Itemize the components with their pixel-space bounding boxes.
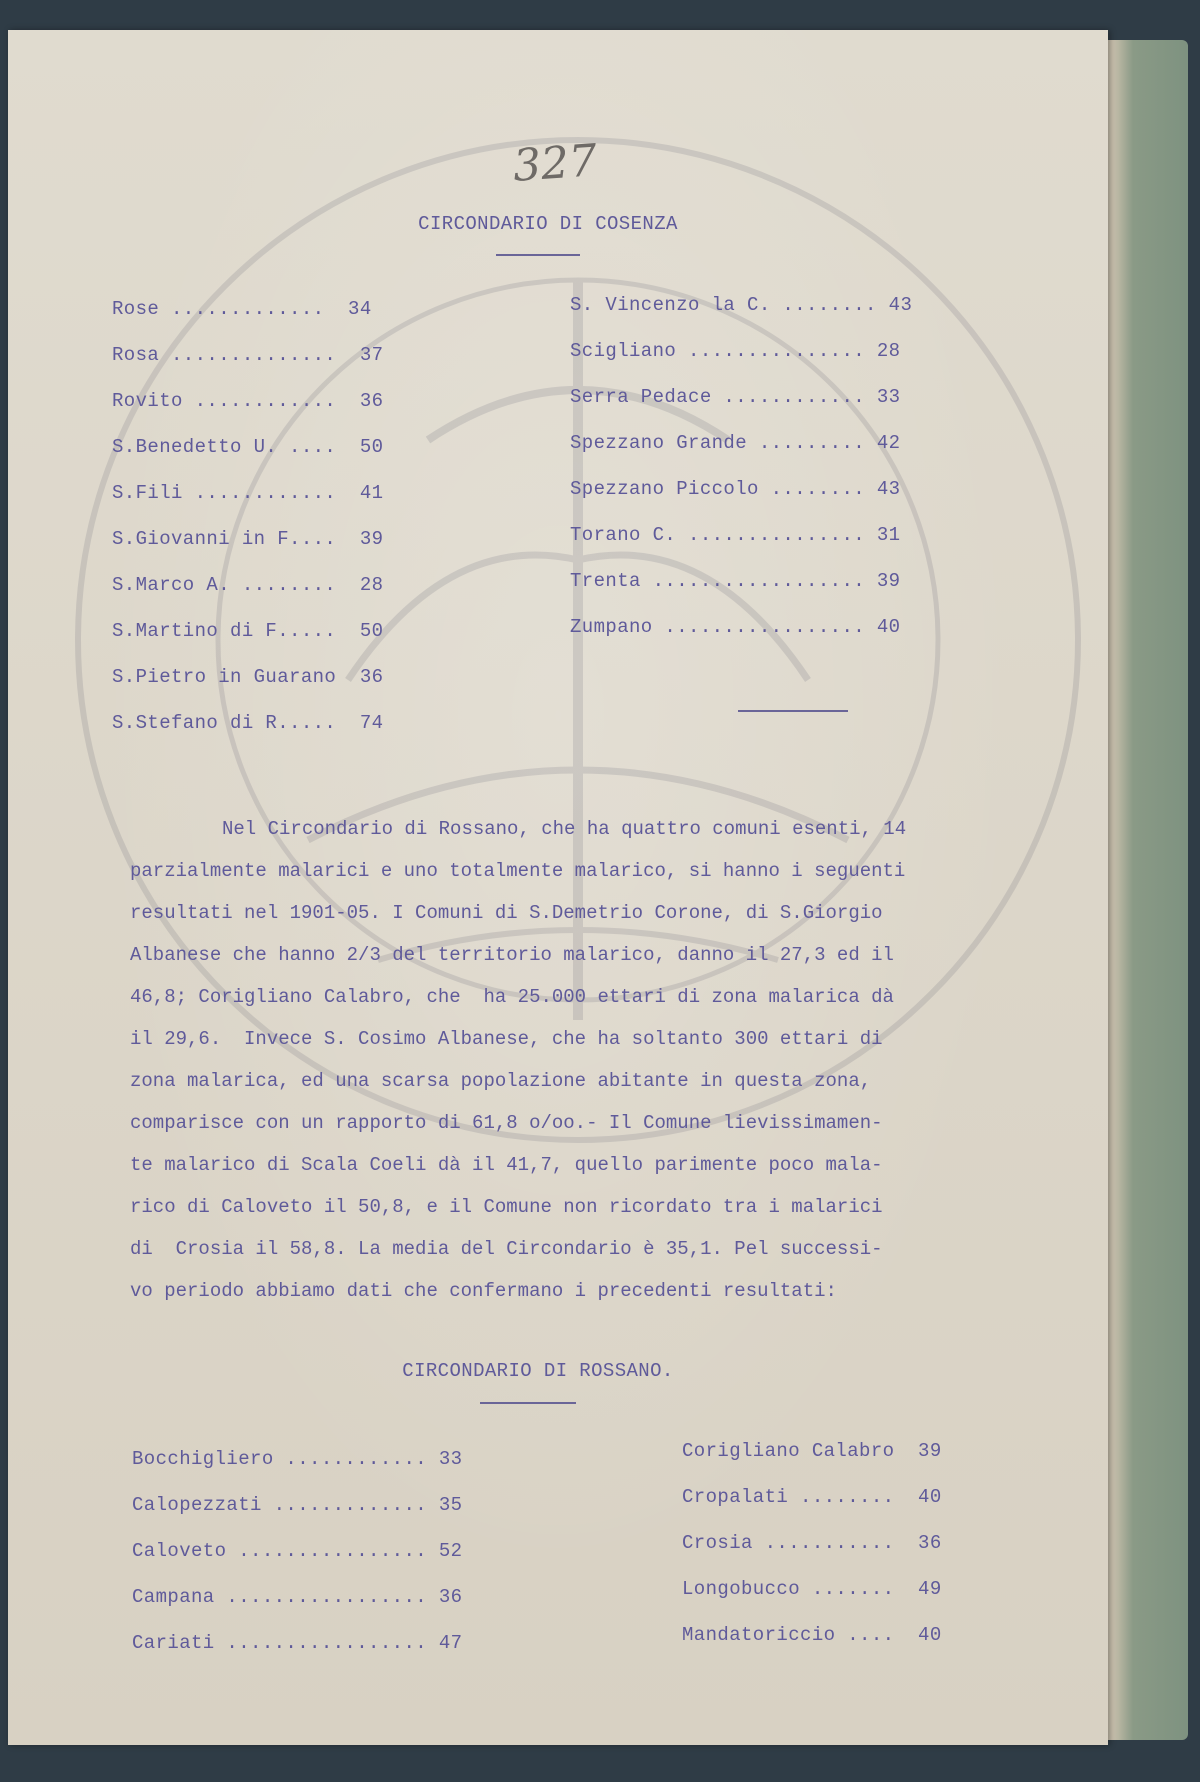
commune-name: S.Marco A. ........ — [112, 574, 337, 596]
commune-name: Scigliano ............... — [570, 340, 866, 362]
list-item — [112, 436, 383, 458]
commune-name: Mandatoriccio .... — [682, 1624, 895, 1646]
commune-name: Cropalati ........ — [682, 1486, 895, 1508]
section-heading-cosenza: CIRCONDARIO DI COSENZA — [418, 213, 678, 235]
commune-value: 39 — [359, 528, 384, 550]
list-item — [112, 390, 383, 412]
commune-value: 36 — [918, 1532, 942, 1554]
commune-name: Torano C. ............... — [570, 524, 866, 546]
commune-value: 52 — [438, 1540, 463, 1562]
commune-value: 28 — [876, 340, 901, 362]
commune-value: 34 — [348, 298, 372, 320]
commune-name: Spezzano Grande ......... — [570, 432, 866, 454]
commune-value: 49 — [918, 1578, 942, 1600]
paragraph-line: comparisce con un rapporto di 61,8 o/oo.- Il Comune lievissimamen- — [130, 1112, 883, 1134]
commune-value: 36 — [359, 390, 384, 412]
list-item — [112, 344, 383, 366]
commune-value: 50 — [359, 436, 384, 458]
paragraph-line: Nel Circondario di Rossano, che ha quattro comuni esenti, 14 — [222, 818, 907, 840]
list-item — [682, 1486, 942, 1508]
paragraph-line: Albanese che hanno 2/3 del territorio malarico, danno il 27,3 ed il — [130, 944, 894, 966]
list-item — [132, 1540, 462, 1562]
list-item — [682, 1578, 942, 1600]
commune-value: 28 — [359, 574, 384, 596]
commune-value: 40 — [876, 616, 901, 638]
list-item — [112, 528, 383, 550]
list-item — [132, 1448, 462, 1470]
list-item — [570, 386, 900, 408]
paragraph-line: zona malarica, ed una scarsa popolazione abitante in questa zona, — [130, 1070, 872, 1092]
paragraph-line: di Crosia il 58,8. La media del Circondario è 35,1. Pel successi- — [130, 1238, 883, 1260]
list-item — [132, 1632, 462, 1654]
commune-name: Caloveto ................ — [132, 1540, 428, 1562]
list-item — [570, 478, 900, 500]
commune-value: 41 — [359, 482, 384, 504]
body-paragraph — [130, 808, 1070, 1312]
commune-value: 40 — [918, 1486, 942, 1508]
commune-name: Serra Pedace ............ — [570, 386, 866, 408]
list-item — [570, 616, 900, 638]
page-number: 327 — [511, 135, 599, 192]
commune-value: 50 — [359, 620, 384, 642]
commune-name: Spezzano Piccolo ........ — [570, 478, 866, 500]
list-item — [570, 570, 900, 592]
heading-underline — [496, 254, 580, 256]
commune-name: S.Pietro in Guarano — [112, 666, 337, 688]
list-item — [682, 1440, 942, 1462]
paragraph-line: rico di Caloveto il 50,8, e il Comune non ricordato tra i malarici — [130, 1196, 883, 1218]
list-item — [570, 432, 900, 454]
commune-name: Trenta .................. — [570, 570, 866, 592]
commune-name: Rose ............. — [112, 298, 325, 320]
list-item — [132, 1586, 462, 1608]
commune-name: S.Stefano di R..... — [112, 712, 337, 734]
paragraph-line: parzialmente malarici e uno totalmente malarico, si hanno i seguenti — [130, 860, 906, 882]
section-divider — [738, 710, 848, 712]
paragraph-line: il 29,6. Invece S. Cosimo Albanese, che ha soltanto 300 ettari di — [130, 1028, 883, 1050]
commune-name: Longobucco ....... — [682, 1578, 895, 1600]
commune-value: 39 — [918, 1440, 942, 1462]
commune-name: S.Giovanni in F.... — [112, 528, 337, 550]
commune-value: 39 — [876, 570, 901, 592]
commune-name: S.Fili ............ — [112, 482, 337, 504]
commune-name: Rosa .............. — [112, 344, 337, 366]
list-item — [682, 1624, 942, 1646]
list-item — [570, 294, 912, 316]
heading-underline — [480, 1402, 576, 1404]
commune-name: Cariati ................. — [132, 1632, 428, 1654]
paragraph-line: 46,8; Corigliano Calabro, che ha 25.000 ettari di zona malarica dà — [130, 986, 894, 1008]
list-item — [570, 340, 900, 362]
commune-value: 37 — [359, 344, 384, 366]
paragraph-line: te malarico di Scala Coeli dà il 41,7, quello parimente poco mala- — [130, 1154, 883, 1176]
paragraph-line: resultati nel 1901-05. I Comuni di S.Demetrio Corone, di S.Giorgio — [130, 902, 883, 924]
list-item — [112, 666, 383, 688]
list-item — [112, 712, 383, 734]
commune-value: 47 — [438, 1632, 463, 1654]
commune-value: 33 — [438, 1448, 463, 1470]
list-item — [570, 524, 900, 546]
commune-value: 74 — [359, 712, 384, 734]
commune-value: 42 — [876, 432, 901, 454]
commune-name: S. Vincenzo la C. ........ — [570, 294, 877, 316]
commune-name: Calopezzati ............. — [132, 1494, 428, 1516]
commune-name: S.Benedetto U. .... — [112, 436, 337, 458]
document-page — [8, 30, 1108, 1745]
commune-name: Crosia ........... — [682, 1532, 895, 1554]
list-item — [112, 298, 372, 320]
commune-value: 36 — [438, 1586, 463, 1608]
commune-value: 36 — [359, 666, 384, 688]
list-item — [112, 482, 383, 504]
commune-name: Zumpano ................. — [570, 616, 866, 638]
commune-name: S.Martino di F..... — [112, 620, 337, 642]
list-item — [112, 574, 383, 596]
commune-name: Corigliano Calabro — [682, 1440, 895, 1462]
commune-name: Campana ................. — [132, 1586, 428, 1608]
commune-value: 33 — [876, 386, 901, 408]
paragraph-line: vo periodo abbiamo dati che confermano i precedenti resultati: — [130, 1280, 837, 1302]
list-item — [132, 1494, 462, 1516]
commune-name: Rovito ............ — [112, 390, 337, 412]
commune-value: 40 — [918, 1624, 942, 1646]
commune-value: 43 — [888, 294, 913, 316]
commune-value: 31 — [876, 524, 901, 546]
section-heading-rossano: CIRCONDARIO DI ROSSANO. — [402, 1360, 674, 1382]
commune-value: 43 — [876, 478, 901, 500]
list-item — [682, 1532, 942, 1554]
list-item — [112, 620, 383, 642]
commune-value: 35 — [438, 1494, 463, 1516]
commune-name: Bocchigliero ............ — [132, 1448, 428, 1470]
